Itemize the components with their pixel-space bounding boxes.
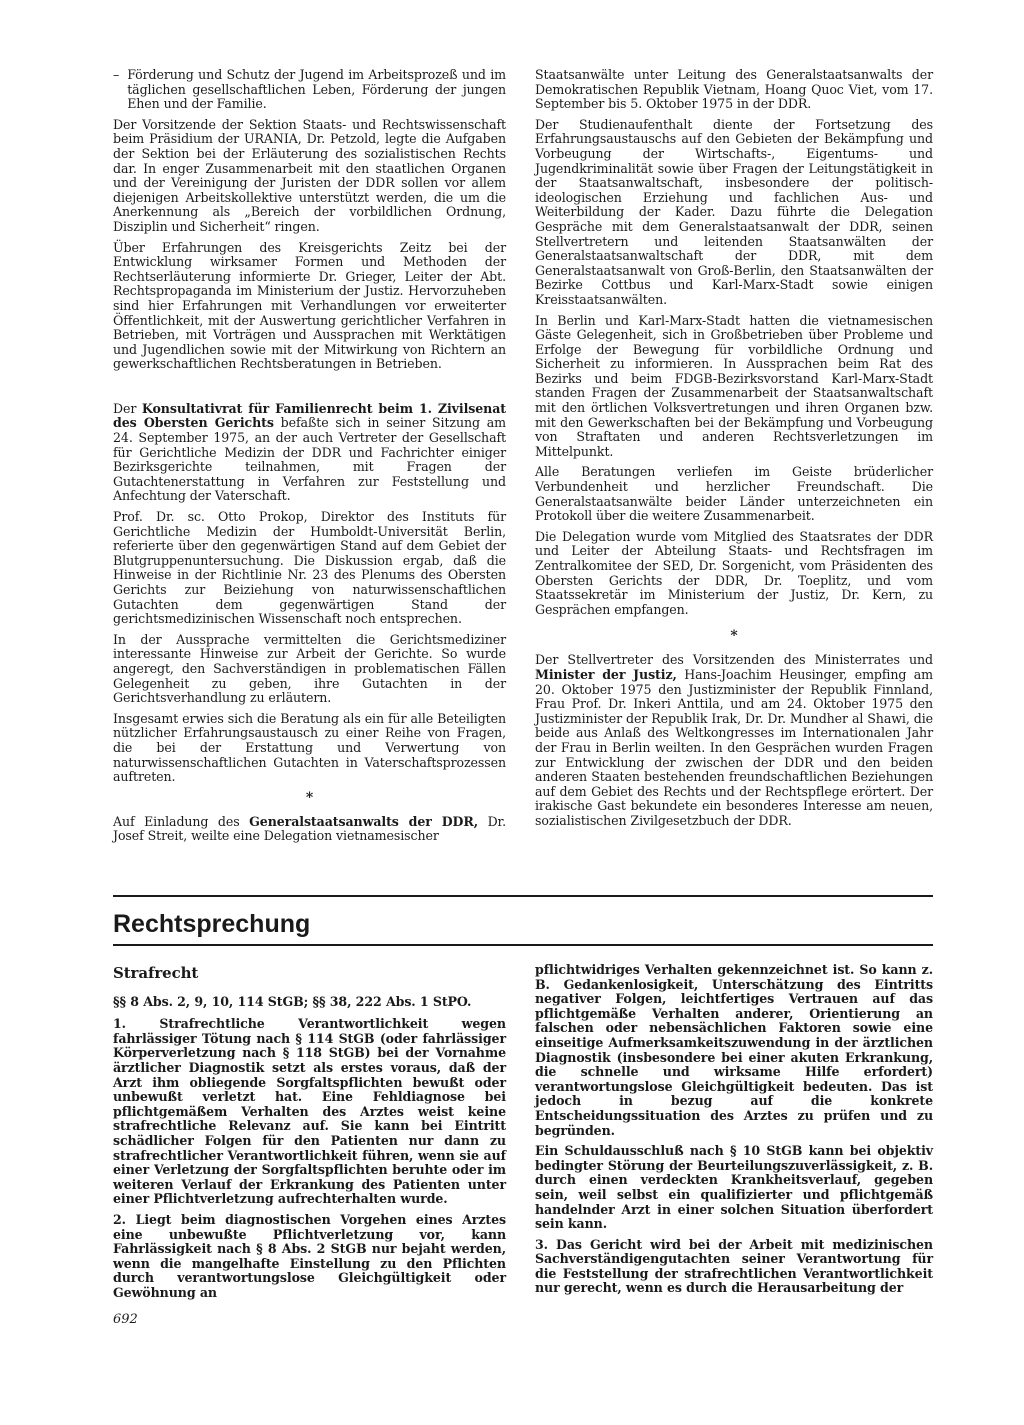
text-rest: befaßte sich in seiner Sitzung am 24. September 1975, an der auch Vertreter der Gesellschaft für Gerichtliche Medizin der DDR und Fachrichter einiger Bezirksgerichte teilnahmen, mit Fragen der Gutachtenerstattung in Verfahren zur Feststellung und Anfechtung der Vaterschaft. [113,415,507,504]
paragraph-prokop: Prof. Dr. sc. Otto Prokop, Direktor des Instituts für Gerichtliche Medizin der Humboldt-Universität Berlin, referierte über den gegenwärtigen Stand auf dem Gebiet der Blutgruppenuntersuchung. Die Diskussion ergab, daß die Hinweise in der Richtlinie Nr. 23 des Plenums des Obersten Gerichts zur Beiziehung von naturwissenschaftlichen Gutachten dem gegenwärtigen Stand der gerichtsmedizinischen Wissenschaft noch entsprechen. [113,509,506,627]
paragraph-studienaufenthalt: Der Studienaufenthalt diente der Fortsetzung des Erfahrungsaustauschs auf den Gebieten der Bekämpfung und Vorbeugung der Wirtschafts-, Eigentums- und Jugendkriminalität sowie über Fragen der Leitungstätigkeit in der Staatsanwaltschaft, insbesondere der politisch-ideologischen Erziehung und fachlichen Aus- und Weiterbildung der Kader. Dazu führte die Delegation Gespräche mit dem Generalstaatsanwalt der DDR, seinen Stellvertretern und leitenden Staatsanwälten der Generalstaatsanwaltschaft der DDR, mit dem Generalstaatsanwalt von Groß-Berlin, den Staatsanwälten der Bezirke Cottbus und Karl-Marx-Stadt sowie einigen Kreisstaatsanwälten. [535,116,933,307]
headnote-2: 2. Liegt beim diagnostischen Vorgehen eines Arztes eine unbewußte Pflichtverletzung vor, kann Fahrlässigkeit nach § 8 Abs. 2 StGB nur bejaht werden, wenn die mangelhafte Einstellung zu den Pflichten durch verantwortungslose Gleichgültigkeit oder Gewöhnung an [113,1211,506,1300]
list-item-text: Förderung und Schutz der Jugend im Arbeitsprozeß und im täglichen gesellschaftlichen Leben, Förderung der jungen Ehen und der Familie. [127,67,506,112]
paragraph-aussprache: In der Aussprache vermittelten die Gerichtsmediziner interessante Hinweise zur Arbeit der Gerichte. So wurde angeregt, den Sachverständigen in problematischen Fällen Gelegenheit zu geben, ihre Gutachten in der Gerichtsverhandlung zu erläutern. [113,631,506,706]
text-rest: Dr. Josef Streit, weilte eine Delegation vietnamesischer [113,813,506,844]
paragraph-berlin: In Berlin und Karl-Marx-Stadt hatten die vietnamesischen Gäste Gelegenheit, sich in Großbetrieben über Probleme und Erfolge der Bewegung für vorbildliche Ordnung und Sicherheit zu informieren. In Aussprachen beim Rat des Bezirks und beim FDGB-Bezirksvorstand Karl-Marx-Stadt standen Fragen der Zusammenarbeit der Staatsanwaltschaft mit den örtlichen Volksvertretungen und ihren Organen bzw. mit den Gewerkschaften bei der Bekämpfung und Vorbeugung von Straftaten und anderen Rechtsverletzungen im Mittelpunkt. [535,312,933,459]
paragraph-delegation: Die Delegation wurde vom Mitglied des Staatsrates der DDR und Leiter der Abteilung Staats- und Rechtsfragen im Zentralkomitee der SED, Dr. Sorgenicht, vom Präsidenten des Obersten Gerichts der DDR, Dr. Toeplitz, und vom Staatssekretär im Ministerium der Justiz, Dr. Kern, zu Gesprächen empfangen. [535,528,933,617]
paragraph-urania: Der Vorsitzende der Sektion Staats- und Rechtswissenschaft beim Präsidium der URANIA, Dr. Petzold, legte die Aufgaben der Sektion bei der Erläuterung des sozialistischen Rechts dar. In enger Zusammenarbeit mit den staatlichen Organen und der Vereinigung der Juristen der DDR sollen vor allem diejenigen Arbeitskollektive unterstützt werden, die um die Anerkennung als „Bereich der vorbildlichen Ordnung, Disziplin und Sicherheit“ ringen. [113,116,506,234]
headnote-1: 1. Strafrechtliche Verantwortlichkeit wegen fahrlässiger Tötung nach § 114 StGB (oder fahrlässiger Körperverletzung nach § 118 StGB) bei der Vornahme ärztlicher Diagnostik setzt als erstes voraus, daß der Arzt ihm obliegende Sorgfaltspflichten bewußt oder unbewußt verletzt hat. Eine Fehldiagnose bei pflichtgemäßem Verhalten des Arztes weist keine strafrechtliche Relevanz auf. Sie kann bei Eintritt schädlicher Folgen für den Patienten nur dann zu strafrechtlicher Verantwortlichkeit führen, wenn sie auf einer Verletzung der Sorgfaltspflichten beruhte oder im weiteren Verlauf der Erkrankung des Patienten unter einer Pflichtverletzung aufrechterhalten wurde. [113,1016,506,1207]
left-column-top [113,68,506,850]
text-bold: Generalstaatsanwalts der DDR, [249,813,479,829]
text-lead: Der Stellvertreter des Vorsitzenden des Ministerrates und [535,652,933,668]
section-title: Rechtsprechung [113,904,933,946]
text-lead: Auf Einladung des [113,813,240,829]
paragraph-konsultativrat [113,402,506,504]
paragraph-minister [535,653,933,828]
headnote-2-continued: pflichtwidriges Verhalten gekennzeichnet ist. So kann z. B. Gedankenlosigkeit, Unterschätzung des Eintritts negativer Folgen, leichtfertiges Vertrauen auf das pflichtgemäße Verhalten anderer, Orientierung an falschen oder nebensächlichen Faktoren sowie eine einseitige Aufmerksamkeitszuwendung in der ärztlichen Diagnostik (insbesondere bei einer akuten Erkrankung, die schnelle und wirksame Hilfe erfordert) verantwortungslose Gleichgültigkeit bedeuten. Das ist jedoch in bezug auf die konkrete Entscheidungssituation des Arztes zu prüfen und zu begründen. [535,962,933,1138]
headnote-schuldausschluss: Ein Schuldausschluß nach § 10 StGB kann bei objektiv bedingter Störung der Beurteilungszuverlässigkeit, z. B. durch einen verdeckten Krankheitsverlauf, gegeben sein, weil selbst ein qualifizierter und pflichtgemäß handelnder Arzt in einer solchen Situation überfordert sein kann. [535,1143,933,1232]
section-rule [113,895,933,897]
section-separator-star: * [305,789,314,806]
spacer [113,378,506,402]
right-column-top [535,68,933,835]
right-column-bottom [535,963,933,1302]
headnote-3: 3. Das Gericht wird bei der Arbeit mit medizinischen Sachverständigengutachten seiner Verantwortung für die Feststellung der strafrechtlichen Verantwortlichkeit nur gerecht, wenn es durch die Herausarbeitung der [535,1236,933,1296]
paragraph-einladung [113,815,506,844]
list-item [113,68,506,112]
paragraph-staatsanwaelte: Staatsanwälte unter Leitung des Generalstaatsanwalts der Demokratischen Republik Vietnam, Hoang Quoc Viet, vom 17. September bis 5. Oktober 1975 in der DDR. [535,67,933,112]
paragraph-insgesamt: Insgesamt erwies sich die Beratung als ein für alle Beteiligten nützlicher Erfahrungsaustausch zu einer Reihe von Fragen, die bei der Erstattung und Verwertung von naturwissenschaftlichen Gutachten in Vaterschaftsprozessen auftreten. [113,710,506,785]
dash-bullet: – [113,67,120,82]
text-lead: Der [113,400,137,416]
text-bold: Konsultativrat für Familienrecht beim 1. Zivilsenat des Obersten Gerichts [113,400,506,431]
legal-citation: §§ 8 Abs. 2, 9, 10, 114 StGB; §§ 38, 222 Abs. 1 StPO. [113,993,472,1009]
section-separator-star: * [730,628,738,645]
left-column-bottom [113,966,506,1306]
page-number: 692 [113,1312,138,1327]
subsection-title: Strafrecht [113,964,199,982]
text-rest: Hans-Joachim Heusinger, empfing am 20. Oktober 1975 den Justizminister der Republik Finnland, Frau Prof. Dr. Inkeri Anttila, und am 24. Oktober 1975 den Justizminister der Republik Irak, Dr. Dr. Mundher al Shawi, die beide aus Anlaß des Weltkongresses im Internationalen Jahr der Frau in Berlin weilten. In den Gesprächen wurden Fragen zur Entwicklung der zwischen der DDR und den beiden anderen Staaten bestehenden freundschaftlichen Beziehungen auf dem Gebiet des Rechts und der Rechtspflege erörtert. Der irakische Gast bekundete ein besonderes Interesse am neuen, sozialistischen Zivilgesetzbuch der DDR. [535,666,933,828]
paragraph-kreisgericht-zeitz: Über Erfahrungen des Kreisgerichts Zeitz bei der Entwicklung wirksamer Formen und Methoden der Rechtserläuterung informierte Dr. Grieger, Leiter der Abt. Rechtspropaganda im Ministerium der Justiz. Hervorzuheben sind hier Erfahrungen mit Verhandlungen vor erweiterter Öffentlichkeit, mit der Auswertung gerichtlicher Verfahren in Betrieben, mit Vorträgen und Aussprachen mit Werktätigen und Jugendlichen sowie mit der Mitwirkung von Richtern an gewerkschaftlichen Rechtsberatungen in Betrieben. [113,239,506,372]
paragraph-beratungen: Alle Beratungen verliefen im Geiste brüderlicher Verbundenheit und herzlicher Freundschaft. Die Generalstaatsanwälte beider Länder unterzeichneten ein Protokoll über die weitere Zusammenarbeit. [535,464,933,524]
text-bold: Minister der Justiz, [535,666,677,682]
